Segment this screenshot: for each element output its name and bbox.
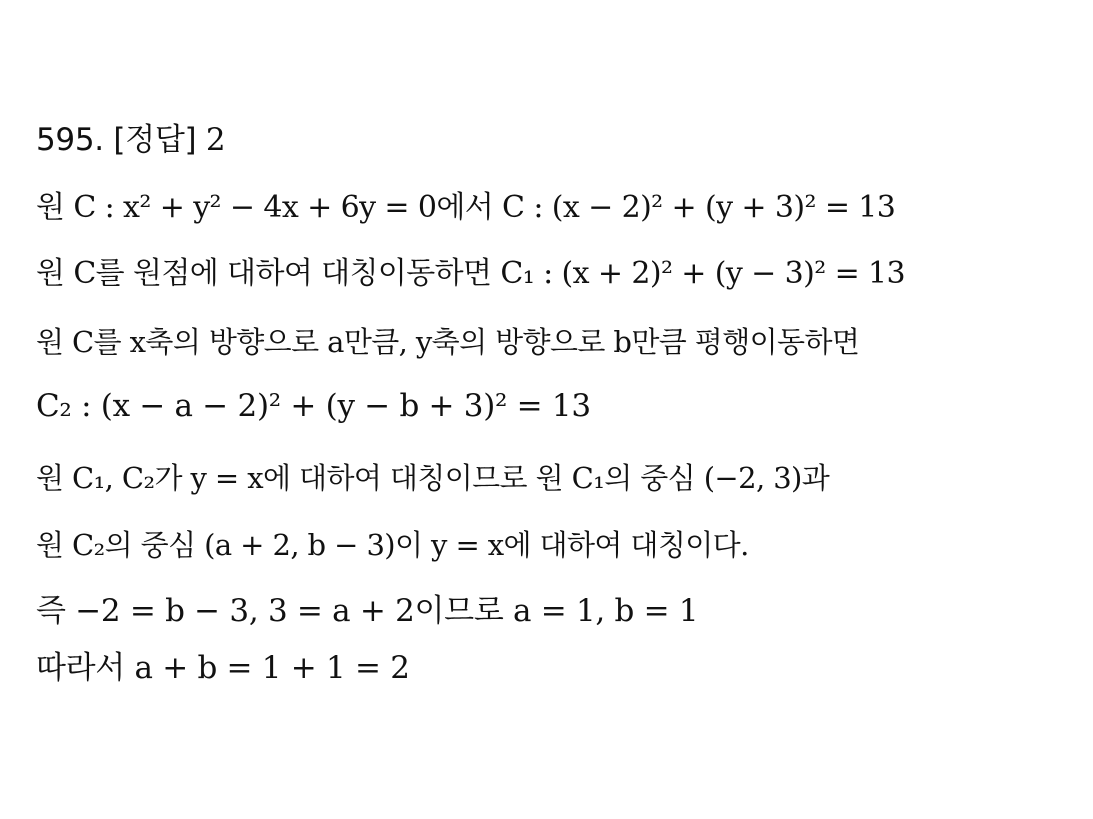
answer-label: [정답] — [113, 122, 197, 158]
solution-line-4: C₂ : (x − a − 2)² + (y − b + 3)² = 13 — [36, 388, 591, 424]
answer-value: 2 — [205, 122, 226, 158]
solution-line-6: 원 C₂의 중심 (a + 2, b − 3)이 y = x에 대하여 대칭이다. — [36, 528, 749, 562]
solution-line-3: 원 C를 x축의 방향으로 a만큼, y축의 방향으로 b만큼 평행이동하면 — [36, 325, 860, 359]
problem-number: 595. — [36, 122, 104, 158]
solution-line-2: 원 C를 원점에 대하여 대칭이동하면 C₁ : (x + 2)² + (y − 3)² = 13 — [36, 256, 906, 291]
solution-line-7: 즉 −2 = b − 3, 3 = a + 2이므로 a = 1, b = 1 — [36, 593, 699, 629]
solution-line-5: 원 C₁, C₂가 y = x에 대하여 대칭이므로 원 C₁의 중심 (−2, 3)과 — [36, 461, 830, 495]
solution-line-8: 따라서 a + b = 1 + 1 = 2 — [36, 650, 410, 686]
problem-heading — [36, 120, 225, 160]
solution-line-1: 원 C : x² + y² − 4x + 6y = 0에서 C : (x − 2)² + (y + 3)² = 13 — [36, 190, 896, 225]
